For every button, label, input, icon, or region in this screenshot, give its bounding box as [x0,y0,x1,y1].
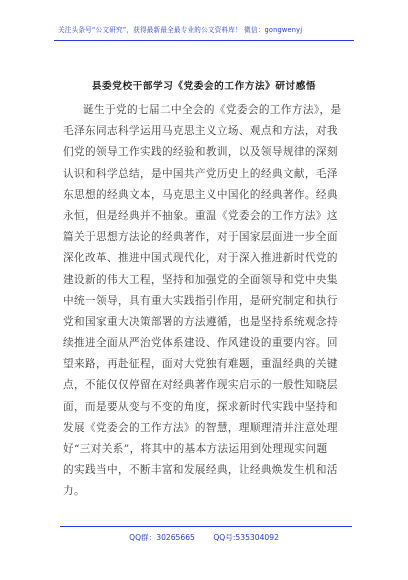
body-line: 认识和科学总结，是中国共产党历史上的经典文献，毛泽 [63,167,338,180]
document-body [63,100,353,503]
document-title: 县委党校干部学习《党委会的工作方法》研讨感悟 [91,81,317,92]
body-line: 面，而是要从变与不变的角度，探求新时代实践中坚持和 [63,400,338,413]
body-line: 建设新的伟大工程，坚持和加强党的全面领导和党中央集 [63,273,338,286]
body-line: 篇关于思想方法论的经典著作，对于国家层面进一步全面 [63,231,338,244]
body-line: 诞生于党的七届二中全会的《党委会的工作方法》，是 [83,104,342,116]
header-banner: 关注头条号“公文研究”，获得最新最全最专业的公文资料库！ 微信：gongwenyj [58,26,303,34]
body-line: 毛泽东同志科学运用马克思主义立场、观点和方法，对我 [63,125,338,138]
body-line: 东思想的经典文本，马克思主义中国化的经典著作。经典 [63,188,338,201]
body-line: 党和国家重大决策部署的方法遵循，也是坚持系统观念持 [63,315,338,328]
body-line: 好“三对关系”，将其中的基本方法运用到处理现实问题 [63,443,328,455]
qq-group-text: QQ群：30265665 [129,533,195,542]
footer-divider [60,526,352,527]
body-line: 发展《党委会的工作方法》的智慧，理顺理清并注意处理 [63,421,338,434]
qq-number-text: QQ号:535304092 [213,533,279,542]
body-line: 望来路，再赴征程，面对大党独有难题，重温经典的关键 [63,358,338,371]
body-line: 点，不能仅仅停留在对经典著作现实启示的一般性知晓层 [63,379,338,392]
body-line: 续推进全面从严治党体系建设、作风建设的重要内容。回 [63,337,338,350]
body-line: 深化改革、推进中国式现代化，对于深入推进新时代党的 [63,252,338,265]
body-line: 力。 [63,485,85,498]
body-line: 永恒，但是经典并不抽象。重温《党委会的工作方法》这 [63,209,338,222]
footer-contact [0,532,408,543]
body-line: 中统一领导，具有重大实践指引作用，是研究制定和执行 [63,294,338,307]
header-divider [54,40,354,41]
body-line: 们党的领导工作实践的经验和教训，以及领导规律的深刻 [63,146,338,159]
body-line: 的实践当中，不断丰富和发展经典，让经典焕发生机和活 [63,464,338,477]
